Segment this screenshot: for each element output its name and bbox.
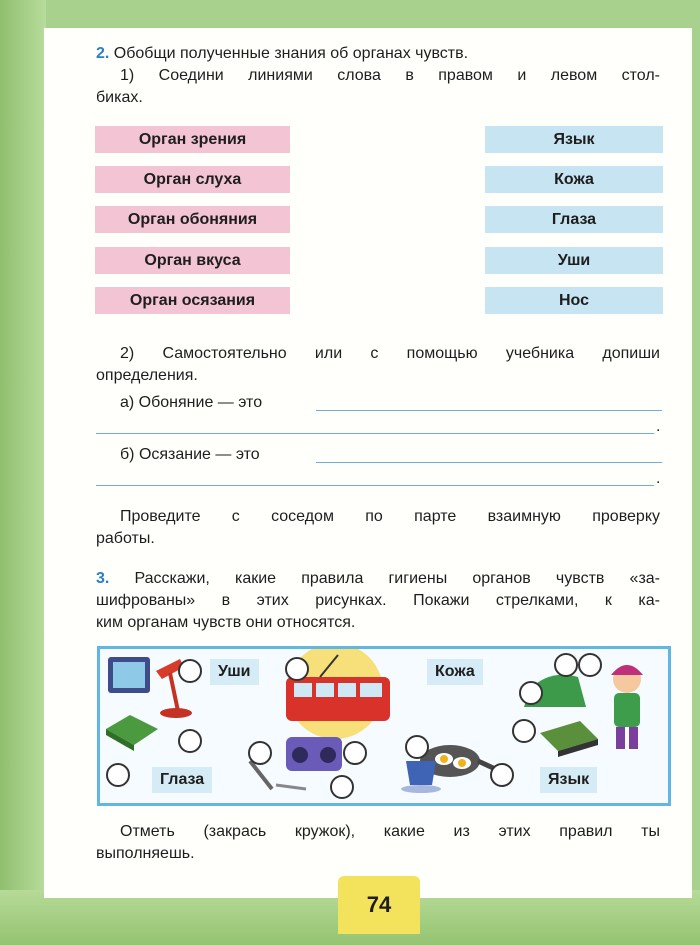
book-picture [106,715,158,751]
left-item-4[interactable]: Орган вкуса [95,247,290,274]
answer-circle[interactable] [578,653,602,677]
right-item-4[interactable]: Уши [485,247,663,274]
right-item-5[interactable]: Нос [485,287,663,314]
answer-circle[interactable] [248,741,272,765]
answer-circle[interactable] [343,741,367,765]
task2-number: 2. [96,45,110,62]
definition-b-label: б) Осязание — это [120,446,260,463]
left-item-3[interactable]: Орган обоняния [95,206,290,233]
left-item-5[interactable]: Орган осязания [95,287,290,314]
cup-picture [401,761,441,793]
check-line2: работы. [96,530,155,547]
left-margin-band [0,0,46,945]
task3-line2: шифрованы» в этих рисунках. Покажи стрелками, к ка- [96,592,660,609]
task2-sub2-line1: 2) Самостоятельно или с помощью учебника допиши [120,345,660,362]
tray-picture [540,721,598,757]
definition-a-answer-line[interactable] [316,410,662,411]
task2-sub1-line2: биках. [96,89,143,106]
task3-line3: ким органам чувств они относятся. [96,614,356,631]
answer-circle[interactable] [405,735,429,759]
label-eyes[interactable]: Глаза [152,767,212,793]
boy-picture [611,665,643,749]
answer-circle[interactable] [490,763,514,787]
answer-circle[interactable] [285,657,309,681]
label-skin[interactable]: Кожа [427,659,483,685]
task2-sub2-line2: определения. [96,367,198,384]
task2-heading [96,44,468,64]
radio-picture [286,737,342,771]
task2-sub1-line1: 1) Соедини линиями слова в правом и левом стол- [120,67,660,84]
mark-line2: выполняешь. [96,845,195,862]
task3-text: Расскажи, какие правила гигиены органов чувств «за- [134,570,661,587]
mark-line1: Отметь (закрась кружок), какие из этих правил ты [120,823,660,840]
label-ears[interactable]: Уши [210,659,259,685]
tv-picture [108,657,150,693]
task3-number: 3. [96,570,110,587]
right-item-2[interactable]: Кожа [485,166,663,193]
page-number: 74 [338,876,420,934]
right-item-1[interactable]: Язык [485,126,663,153]
left-item-2[interactable]: Орган слуха [95,166,290,193]
check-line1: Проведите с соседом по парте взаимную проверку [120,508,660,525]
definition-a-period: . [656,418,661,435]
right-item-3[interactable]: Глаза [485,206,663,233]
answer-circle[interactable] [178,659,202,683]
answer-circle[interactable] [519,681,543,705]
answer-circle[interactable] [178,729,202,753]
definition-a-answer-line-2[interactable] [96,433,654,434]
left-item-1[interactable]: Орган зрения [95,126,290,153]
label-tongue[interactable]: Язык [540,767,597,793]
task2-text: Обобщи полученные знания об органах чувств. [113,45,469,62]
answer-circle[interactable] [512,719,536,743]
answer-circle[interactable] [106,763,130,787]
answer-circle[interactable] [330,775,354,799]
definition-b-period: . [656,470,661,487]
definition-b-answer-line[interactable] [316,462,662,463]
pictures-panel [97,646,671,806]
definition-b-answer-line-2[interactable] [96,485,654,486]
task3-line1 [96,569,660,589]
answer-circle[interactable] [554,653,578,677]
definition-a-label: а) Обоняние — это [120,394,263,411]
